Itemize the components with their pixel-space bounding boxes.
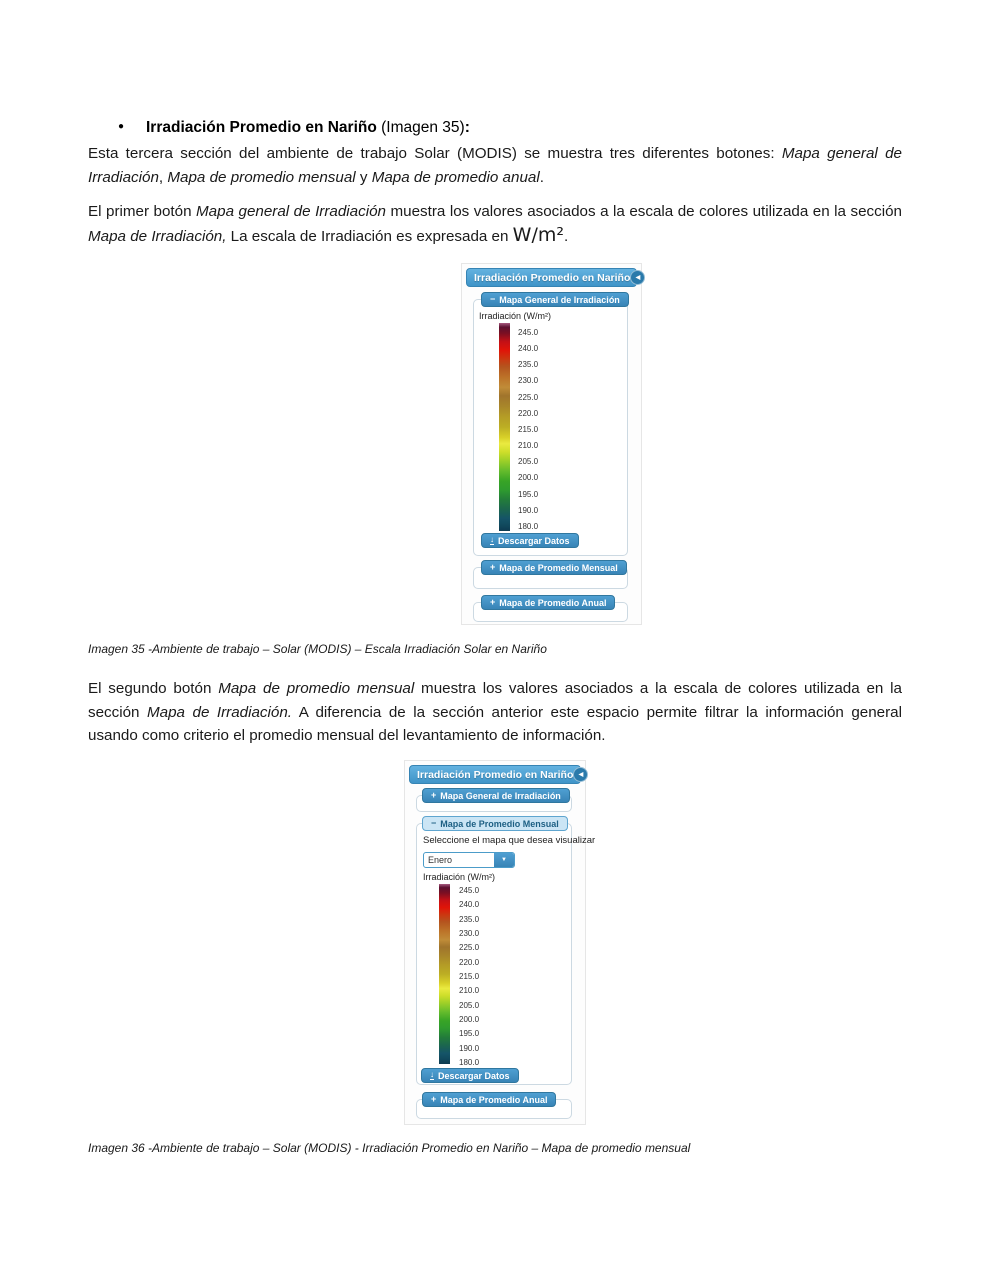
- scale-tick-labels: [459, 886, 479, 1068]
- scale-tick-label: 210.0: [518, 441, 539, 451]
- dropdown-arrow-icon[interactable]: ▼: [494, 853, 514, 867]
- paragraph-first-button: El primer botón Mapa general de Irradiación muestra los valores asociados a la escala de colores utilizada en la sección Mapa de Irradiación, La escala de Irradiación es expresada en W/m².: [88, 203, 902, 246]
- screenshot-imagen-36: [404, 760, 596, 1125]
- scale-tick-label: 230.0: [518, 376, 539, 386]
- annual-map-button-label: Mapa de Promedio Anual: [499, 597, 607, 608]
- plus-icon: +: [431, 790, 437, 800]
- download-button-label: Descargar Datos: [438, 1070, 510, 1081]
- general-map-button[interactable]: [422, 788, 570, 803]
- scale-tick-label: 200.0: [518, 473, 539, 483]
- minus-icon: −: [431, 818, 437, 828]
- monthly-map-button-label: Mapa de Promedio Mensual: [440, 818, 559, 829]
- scale-tick-labels: [518, 328, 538, 532]
- download-icon: ↓: [430, 1070, 434, 1079]
- panel-title: Irradiación Promedio en Nariño: [474, 271, 631, 284]
- month-dropdown[interactable]: [423, 852, 515, 868]
- monthly-map-button-label: Mapa de Promedio Mensual: [499, 562, 618, 573]
- scale-tick-label: 195.0: [518, 489, 539, 499]
- scale-tick-label: 240.0: [518, 344, 539, 354]
- collapse-panel-icon[interactable]: ◀: [630, 270, 645, 285]
- scale-tick-label: 205.0: [518, 457, 539, 467]
- scale-tick-label: 235.0: [459, 914, 480, 924]
- scale-tick-label: 190.0: [518, 505, 539, 515]
- scale-tick-label: 220.0: [459, 957, 480, 967]
- annual-map-button[interactable]: [481, 595, 615, 610]
- panel-header: [466, 268, 641, 287]
- scale-tick-label: 205.0: [459, 1000, 480, 1010]
- plus-icon: +: [490, 562, 496, 572]
- scale-tick-label: 180.0: [459, 1057, 480, 1067]
- section-heading: Irradiación Promedio en Nariño (Imagen 35):: [146, 119, 470, 136]
- scale-tick-label: 180.0: [518, 521, 539, 531]
- scale-tick-label: 225.0: [459, 943, 480, 953]
- download-icon: ↓: [490, 535, 494, 544]
- screenshot-imagen-35: [461, 263, 642, 625]
- download-data-button[interactable]: [481, 533, 579, 548]
- caption-imagen-35: Imagen 35 -Ambiente de trabajo – Solar (MODIS) – Escala Irradiación Solar en Nariño: [88, 642, 547, 656]
- panel-title: Irradiación Promedio en Nariño: [417, 768, 574, 781]
- list-bullet: ●: [118, 121, 125, 132]
- general-map-button[interactable]: [481, 292, 629, 307]
- scale-tick-label: 225.0: [518, 392, 539, 402]
- monthly-map-button[interactable]: [481, 560, 627, 575]
- scale-tick-label: 200.0: [459, 1014, 480, 1024]
- scale-title: Irradiación (W/m²): [423, 872, 496, 882]
- annual-map-button-label: Mapa de Promedio Anual: [440, 1094, 548, 1105]
- annual-map-button[interactable]: [422, 1092, 556, 1107]
- scale-tick-label: 245.0: [518, 328, 539, 337]
- scale-tick-label: 220.0: [518, 408, 539, 418]
- scale-tick-label: 215.0: [459, 971, 480, 981]
- scale-tick-label: 215.0: [518, 424, 539, 434]
- general-map-button-label: Mapa General de Irradiación: [440, 790, 561, 801]
- scale-tick-label: 230.0: [459, 928, 480, 938]
- download-button-label: Descargar Datos: [498, 535, 570, 546]
- irradiation-color-scale: [439, 884, 450, 1064]
- plus-icon: +: [431, 1094, 437, 1104]
- minus-icon: −: [490, 294, 496, 304]
- paragraph-second-button: El segundo botón Mapa de promedio mensual muestra los valores asociados a la escala de colores utilizada en la sección Mapa de Irradiación. A diferencia de la sección anterior este espacio permite filtrar la información general usando como criterio el promedio mensual del levantamiento de información.: [88, 680, 902, 744]
- download-data-button[interactable]: [421, 1068, 519, 1083]
- collapse-panel-icon[interactable]: ◀: [573, 767, 588, 782]
- general-map-button-label: Mapa General de Irradiación: [499, 294, 620, 305]
- scale-title: Irradiación (W/m²): [479, 311, 552, 321]
- plus-icon: +: [490, 597, 496, 607]
- scale-tick-label: 245.0: [459, 886, 480, 895]
- monthly-map-button[interactable]: [422, 816, 568, 831]
- scale-tick-label: 195.0: [459, 1029, 480, 1039]
- scale-tick-label: 210.0: [459, 986, 480, 996]
- month-dropdown-value: Enero: [428, 855, 453, 865]
- paragraph-intro: Esta tercera sección del ambiente de trabajo Solar (MODIS) se muestra tres diferentes botones: Mapa general de Irradiación, Mapa de promedio mensual y Mapa de promedio anual.: [88, 145, 902, 186]
- panel-header: [409, 765, 584, 784]
- caption-imagen-36: Imagen 36 -Ambiente de trabajo – Solar (MODIS) - Irradiación Promedio en Nariño – Mapa de promedio mensual: [88, 1141, 691, 1155]
- irradiation-color-scale: [499, 323, 510, 531]
- scale-tick-label: 190.0: [459, 1043, 480, 1053]
- scale-tick-label: 235.0: [518, 360, 539, 370]
- map-select-label: Seleccione el mapa que desea visualizar: [423, 835, 596, 846]
- general-map-section-box: [473, 299, 628, 556]
- scale-tick-label: 240.0: [459, 900, 480, 910]
